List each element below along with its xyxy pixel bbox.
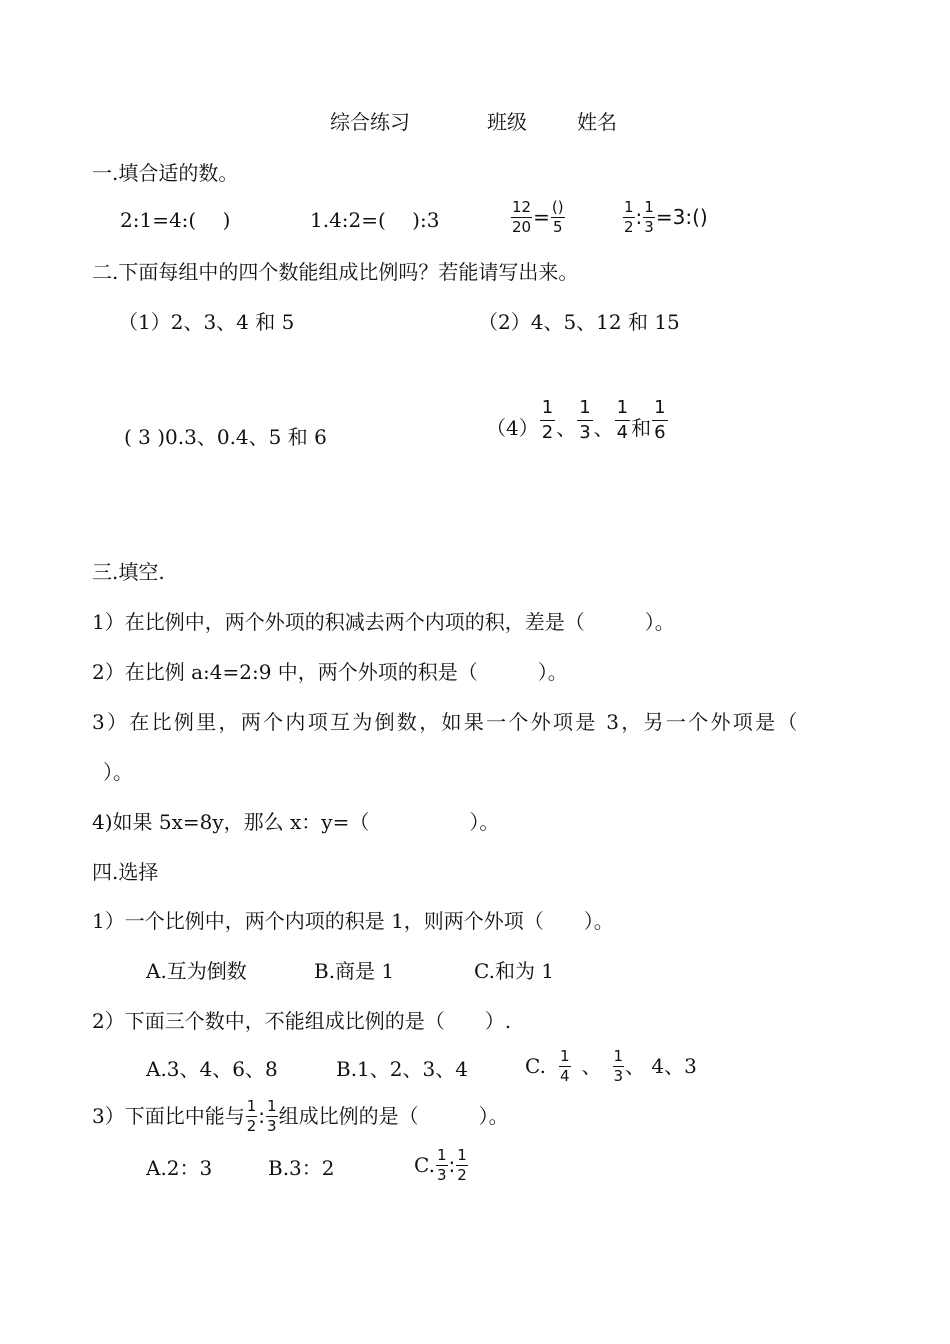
section-4-heading: 四.选择 — [92, 860, 159, 884]
s3-question-3-line-1: 3）在比例里，两个内项互为倒数，如果一个外项是 3，另一个外项是（ — [92, 710, 800, 734]
s2-question-4: （4） $\frac{1}{2}$ 、 $\frac{1}{3}$ 、 $\frac{1}{4}$ 和 $\frac{1}{6}$ — [486, 397, 666, 443]
fraction: $\frac{1}{2}$ — [541, 397, 554, 443]
fraction: $\frac{1}{4}$ — [559, 1047, 570, 1085]
s1-item-2: 1.4:2=( ):3 — [310, 208, 440, 232]
s2-question-3: ( 3 )0.3、0.4、5 和 6 — [124, 425, 327, 449]
s2-question-2: （2）4、5、12 和 15 — [478, 310, 680, 334]
fraction: $\frac{1}{2}$ — [457, 1146, 467, 1184]
s4-q2-option-b: B.1、2、3、4 — [336, 1057, 468, 1081]
s3-question-2: 2）在比例 a:4=2:9 中，两个外项的积是（ ）。 — [92, 660, 568, 684]
name-label: 姓名 — [577, 110, 617, 134]
worksheet-title: 综合练习 — [330, 110, 410, 134]
s1-item-1: 2:1=4:( ) — [120, 208, 231, 232]
s4-question-1: 1）一个比例中，两个内项的积是 1，则两个外项（ ）。 — [92, 909, 614, 933]
s4-question-3: 3）下面比中能与 $\frac{1}{2}$ : $\frac{1}{3}$ 组成比例的是（ ）。 — [92, 1097, 509, 1135]
s3-question-1: 1）在比例中，两个外项的积减去两个内项的积，差是（ ）。 — [92, 610, 675, 634]
fraction: $\frac{1}{3}$ — [436, 1146, 447, 1184]
fraction: $\frac{1}{2}$ — [624, 198, 634, 236]
fraction: $\frac{1}{6}$ — [654, 397, 666, 443]
section-1-heading: 一.填合适的数。 — [92, 161, 239, 185]
s3-question-3-line-2: ）。 — [103, 760, 133, 784]
s4-question-2: 2）下面三个数中，不能组成比例的是（ ）. — [92, 1009, 512, 1033]
s4-q1-option-c: C.和为 1 — [474, 959, 555, 983]
s4-q2-option-c: C. $\frac{1}{4}$ 、 $\frac{1}{3}$ 、 4、3 — [525, 1047, 697, 1085]
section-3-heading: 三.填空. — [92, 560, 165, 584]
s2-question-1: （1）2、3、4 和 5 — [118, 310, 295, 334]
s4-q2-option-a: A.3、4、6、8 — [146, 1057, 278, 1081]
fraction: $\frac{1}{4}$ — [616, 397, 629, 443]
fraction: $\frac{1}{3}$ — [613, 1047, 624, 1085]
fraction: $\frac{1}{3}$ — [267, 1097, 277, 1135]
page-title — [330, 112, 410, 132]
fraction: $\frac{()}{5}$ — [551, 198, 564, 236]
s3-question-4: 4)如果 5x=8y，那么 x：y=（ ）。 — [92, 810, 500, 834]
s4-q3-option-b: B.3：2 — [268, 1156, 335, 1180]
fraction: $\frac{1}{3}$ — [644, 198, 654, 236]
s4-q3-option-a: A.2：3 — [146, 1156, 213, 1180]
fraction: $\frac{1}{2}$ — [246, 1097, 257, 1135]
section-2-heading: 二.下面每组中的四个数能组成比例吗？若能请写出来。 — [92, 260, 579, 284]
fraction: $\frac{12}{20}$ — [512, 198, 532, 236]
s4-q1-option-a: A.互为倒数 — [146, 959, 247, 983]
s4-q3-option-c: C. $\frac{1}{3}$ : $\frac{1}{2}$ — [414, 1146, 467, 1184]
s4-q1-option-b: B.商是 1 — [314, 959, 395, 983]
class-label: 班级 — [487, 110, 527, 134]
s1-item-4: $\frac{1}{2}$ : $\frac{1}{3}$ =3:() — [624, 198, 708, 236]
s1-item-3: $\frac{12}{20}$ = $\frac{()}{5}$ — [512, 198, 564, 236]
fraction: $\frac{1}{3}$ — [579, 397, 591, 443]
